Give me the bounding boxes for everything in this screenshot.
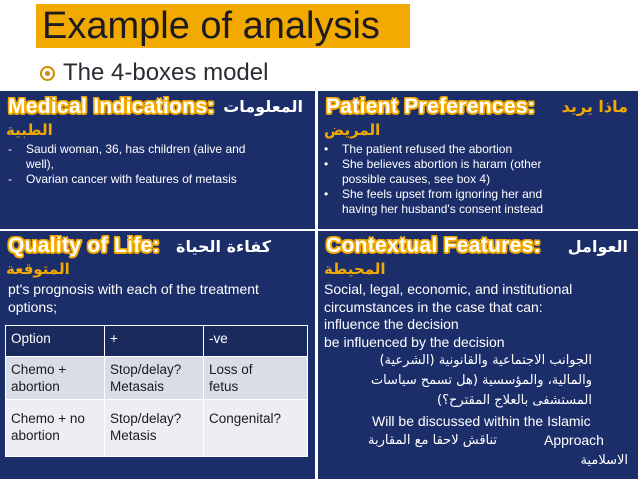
contextual-arabic-last: الاسلامية (580, 453, 628, 468)
quality-arabic-2: المتوقعة (6, 260, 70, 278)
table-cell: Chemo + abortion (6, 357, 105, 400)
contextual-islamic-line: Will be discussed within the Islamic (372, 413, 591, 429)
contextual-description (324, 281, 636, 351)
contextual-approach-line (364, 431, 634, 451)
contextual-arabic-line: الجوانب الاجتماعية والقانونية (الشرعية) (379, 353, 592, 368)
contextual-arabic-2: المحيطة (324, 260, 386, 278)
list-item: • The patient refused the abortion (324, 142, 513, 156)
preferences-heading: Patient Preferences: (326, 95, 536, 118)
list-item: - Ovarian cancer with features of metasis (8, 172, 237, 186)
table-row (6, 400, 308, 457)
list-item: • She believes abortion is haram (other (324, 157, 542, 171)
options-table (5, 325, 308, 457)
list-item: - Saudi woman, 36, has children (alive and (8, 142, 246, 156)
contextual-approach-arabic: تناقش لاحقا مع المقاربة (368, 433, 498, 448)
table-cell: Stop/delay? Metasis (105, 400, 204, 457)
table-cell: Loss of fetus (204, 357, 308, 400)
table-header-row (6, 326, 308, 357)
contextual-line: Social, legal, economic, and institutional (324, 281, 573, 297)
quality-description (8, 281, 308, 316)
title-banner (36, 4, 410, 48)
subtitle-text: The 4-boxes model (63, 59, 269, 86)
contextual-arabic-line: والمالية، والمؤسسية (هل تسمح سياسات (370, 373, 592, 388)
medical-indications-box (0, 91, 315, 229)
preferences-arabic: ماذا يريد (561, 97, 628, 116)
preferences-arabic-2: المريض (324, 121, 381, 139)
preferences-list (324, 142, 634, 217)
medical-arabic-2: الطبية (6, 121, 53, 139)
contextual-line: influence the decision (324, 316, 459, 332)
patient-preferences-box (318, 91, 638, 229)
list-item: possible causes, see box 4) (342, 172, 491, 186)
medical-list (8, 142, 308, 187)
medical-arabic: المعلومات (223, 97, 303, 116)
list-item: well), (26, 157, 55, 171)
table-header-cell: -ve (204, 326, 308, 357)
quality-arabic: كفاءة الحياة (176, 237, 272, 256)
quality-line: pt's prognosis with each of the treatment (8, 281, 259, 297)
contextual-features-box (318, 231, 638, 479)
contextual-line: be influenced by the decision (324, 333, 505, 350)
contextual-arabic: العوامل (567, 237, 628, 256)
contextual-arabic-line: المستشفى بالعلاج المقترح؟) (437, 393, 592, 408)
contextual-heading: Contextual Features: (326, 234, 541, 257)
table-cell: Stop/delay? Metasais (105, 357, 204, 400)
list-item: having her husband's consent instead (342, 202, 544, 216)
contextual-line: circumstances in the case that can: (324, 298, 543, 315)
subtitle-bullet (40, 58, 268, 88)
contextual-approach-en: Approach (544, 432, 604, 448)
table-row (6, 357, 308, 400)
table-header-cell: Option (6, 326, 105, 357)
page-title: Example of analysis (42, 5, 380, 47)
table-cell: Chemo + no abortion (6, 400, 105, 457)
table-cell: Congenital? (204, 400, 308, 457)
table-header-cell: + (105, 326, 204, 357)
quality-line: options; (8, 298, 58, 315)
quality-heading: Quality of Life: (8, 234, 160, 257)
list-item: • She feels upset from ignoring her and (324, 187, 543, 201)
medical-heading: Medical Indications: (8, 95, 215, 118)
circle-bullet-icon (40, 66, 55, 81)
contextual-arabic-block (322, 351, 592, 411)
